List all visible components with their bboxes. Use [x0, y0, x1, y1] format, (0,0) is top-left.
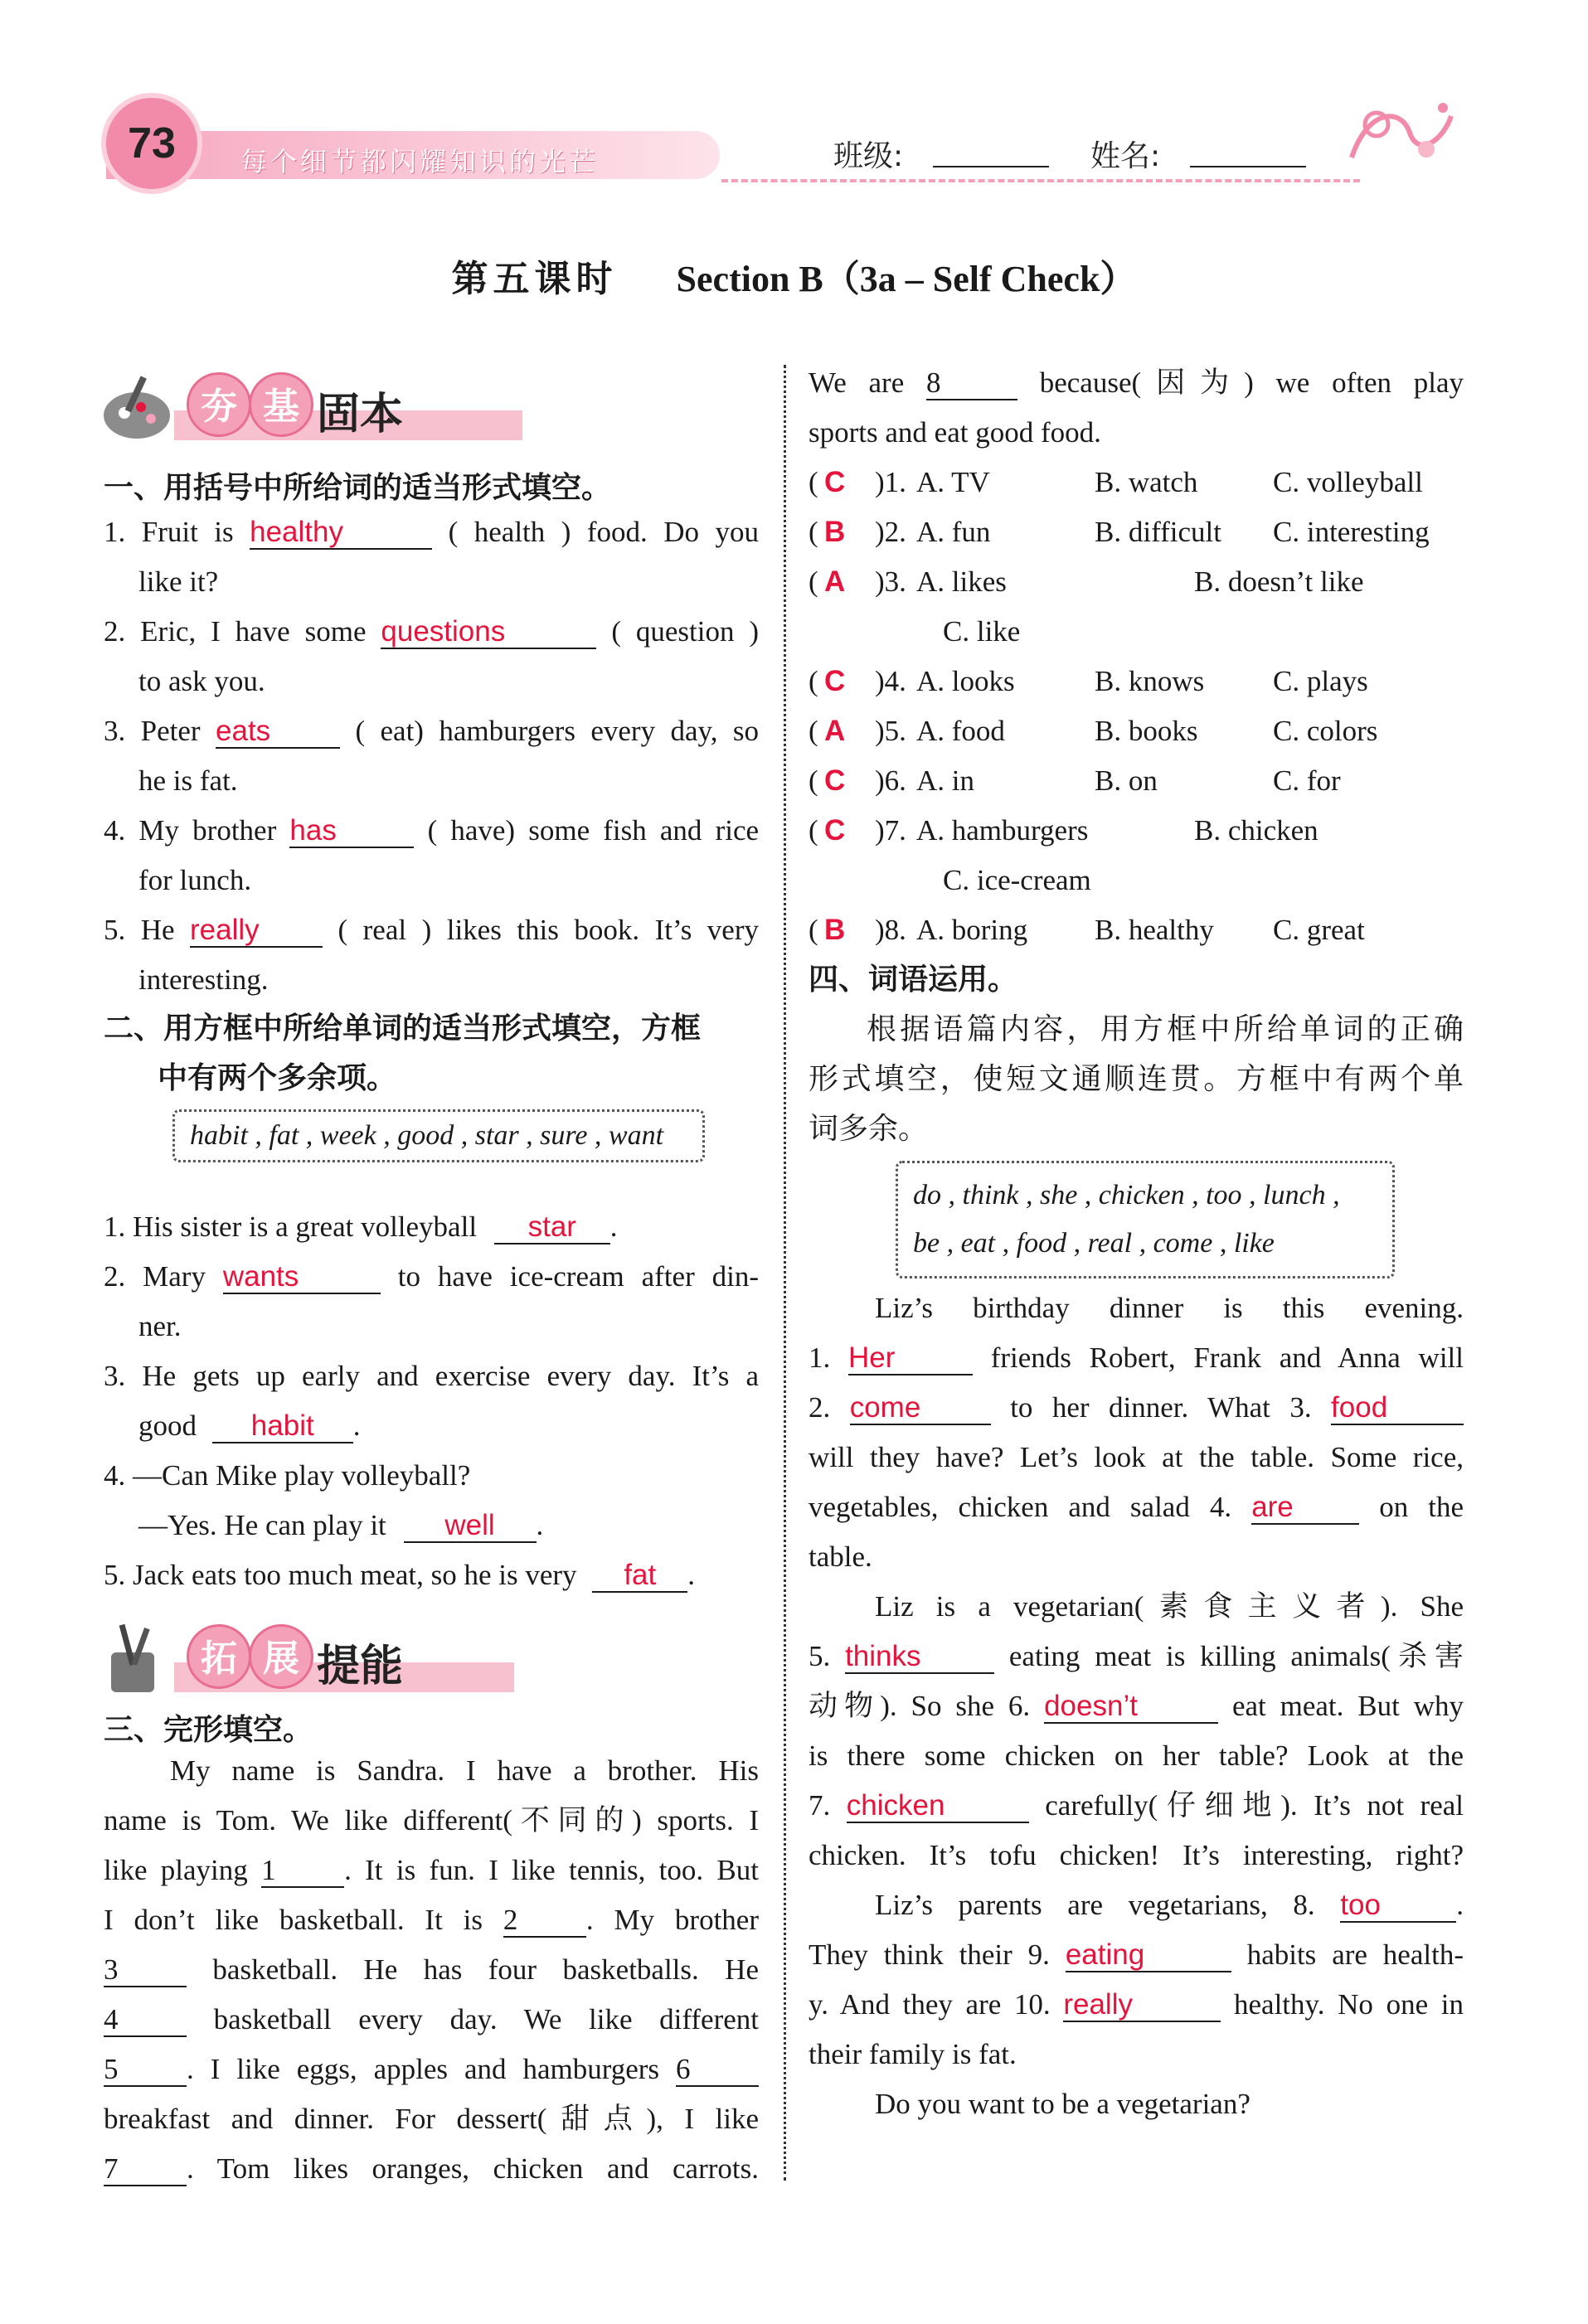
lesson-number: 第五课时: [451, 258, 618, 300]
name-field[interactable]: [1190, 166, 1306, 167]
badge-zhan: 展: [249, 1624, 313, 1689]
page-number-badge: [106, 98, 197, 189]
passage-line: 7 . Tom likes oranges, chicken and carrots.: [104, 2152, 759, 2185]
answer-field[interactable]: habit: [212, 1411, 353, 1443]
passage-line: chicken. It’s tofu chicken! It’s interesting, right?: [809, 1839, 1464, 1871]
blank-3[interactable]: 3: [104, 1955, 187, 1987]
choice-row-3-cont: C. like: [943, 615, 1021, 648]
choice-row-2: ( B )2. A. fun B. difficult C. interesting: [809, 507, 1464, 557]
answer-field[interactable]: healthy: [250, 517, 432, 550]
answer-field[interactable]: eats: [216, 716, 340, 749]
passage-line: 5. thinks eating meat is killing animals(杀害: [809, 1640, 1464, 1672]
passage-line: y. And they are 10. really healthy. No one in: [809, 1988, 1464, 2021]
sec1-item-4: 4. My brother has ( have) some fish and rice: [104, 814, 760, 847]
choice-list: [809, 458, 1464, 955]
answer-field[interactable]: Her: [848, 1343, 973, 1375]
class-field[interactable]: [933, 166, 1049, 167]
choice-answer[interactable]: C: [824, 814, 846, 847]
passage-line: like playing 1 . It is fun. I like tennis, too. But: [104, 1854, 759, 1886]
slogan: 每个细节都闪耀知识的光芒: [240, 146, 600, 177]
column-divider: [784, 365, 786, 2181]
passage-line: is there some chicken on her table? Look at the: [809, 1739, 1464, 1772]
choice-row-3: ( A )3. A. likes B. doesn’t like: [809, 557, 1464, 607]
sec4-heading: 四、词语运用。: [809, 963, 1018, 997]
sec2-item-4: 4. —Can Mike play volleyball?: [104, 1459, 471, 1492]
choice-answer[interactable]: A: [824, 565, 846, 598]
sec1-item-3: 3. Peter eats ( eat) hamburgers every day, so: [104, 715, 760, 747]
choice-row-4: ( C )4. A. looks B. knows C. plays: [809, 657, 1464, 706]
flourish-ornament: [1343, 91, 1459, 174]
sec2-item-5: 5. Jack eats too much meat, so he is very fat .: [104, 1559, 696, 1591]
sec2-word-box: habit , fat , week , good , star , sure , want: [172, 1109, 705, 1162]
part-title: 固本: [317, 390, 404, 439]
right-column: [809, 358, 1464, 2129]
answer-field[interactable]: wants: [223, 1262, 381, 1294]
sec2-item-1: 1. His sister is a great volleyball star .: [104, 1211, 618, 1243]
blank-8[interactable]: 8: [926, 368, 1017, 400]
choice-row-7-cont: C. ice-cream: [943, 864, 1091, 896]
sec4-instruction: 形式填空，使短文通顺连贯。方框中有两个单: [809, 1062, 1464, 1096]
blank-2[interactable]: 2: [503, 1905, 586, 1938]
passage-line: table.: [809, 1540, 872, 1573]
passage-line: Liz’s parents are vegetarians, 8. too .: [875, 1889, 1464, 1921]
answer-field[interactable]: has: [289, 816, 414, 848]
answer-field[interactable]: really: [190, 915, 323, 948]
answer-field[interactable]: food: [1331, 1393, 1464, 1425]
sec2-list: [104, 1202, 759, 1600]
passage-line: Do you want to be a vegetarian?: [875, 2088, 1250, 2120]
passage-line: name is Tom. We like different(不同的) sports. I: [104, 1804, 759, 1836]
sec2-item-4-reply: —Yes. He can play it well .: [138, 1509, 544, 1541]
passage-line: 3 basketball. He has four basketballs. He: [104, 1953, 759, 1986]
blank-1[interactable]: 1: [261, 1856, 344, 1888]
passage-line: Liz is a vegetarian(素食主义者). She: [875, 1590, 1464, 1623]
sec3-heading: 三、完形填空。: [104, 1713, 313, 1747]
choice-row-6: ( C )6. A. in B. on C. for: [809, 756, 1464, 806]
class-label: 班级:: [833, 139, 904, 173]
answer-field[interactable]: eating: [1066, 1940, 1231, 1972]
passage-line: their family is fat.: [809, 2038, 1017, 2070]
sec1-item-5-cont: interesting.: [138, 963, 269, 996]
sec1-item-1: 1. Fruit is healthy ( health ) food. Do you: [104, 516, 760, 548]
sec2-item-3: 3. He gets up early and exercise every day. It’s a: [104, 1360, 759, 1392]
answer-field[interactable]: fat: [592, 1560, 687, 1593]
choice-row-7: ( C )7. A. hamburgers B. chicken: [809, 806, 1464, 856]
answer-field[interactable]: thinks: [845, 1642, 994, 1674]
part-basic-header: [100, 369, 423, 445]
answer-field[interactable]: doesn’t: [1044, 1691, 1218, 1724]
blank-7[interactable]: 7: [104, 2154, 187, 2186]
blank-4[interactable]: 4: [104, 2005, 187, 2037]
palette-icon: [100, 376, 174, 442]
sec2-item-2: 2. Mary wants to have ice-cream after din-: [104, 1260, 759, 1293]
answer-field[interactable]: star: [494, 1212, 610, 1244]
passage-line: 5 . I like eggs, apples and hamburgers 6: [104, 2045, 759, 2094]
choice-answer[interactable]: B: [824, 914, 846, 946]
answer-field[interactable]: too: [1340, 1890, 1456, 1923]
choice-answer[interactable]: C: [824, 466, 846, 498]
answer-field[interactable]: come: [850, 1393, 991, 1425]
answer-field[interactable]: well: [404, 1511, 537, 1543]
answer-field[interactable]: are: [1251, 1492, 1359, 1525]
part-title: 提能: [317, 1642, 404, 1691]
sec1-item-4-cont: for lunch.: [138, 864, 252, 896]
sec4-instruction: 根据语篇内容，用方框中所给单词的正确: [867, 1012, 1464, 1046]
badge-ji: 基: [249, 372, 313, 437]
choice-answer[interactable]: C: [824, 764, 846, 797]
sec4-instruction: 词多余。: [809, 1112, 929, 1146]
passage-line: 7. chicken carefully(仔细地). It’s not real: [809, 1789, 1464, 1822]
passage-line: Liz’s birthday dinner is this evening.: [875, 1292, 1464, 1324]
brush-cup-icon: [100, 1624, 174, 1694]
passage-line: My name is Sandra. I have a brother. His: [170, 1754, 759, 1787]
sec2-heading-1: 二、用方框中所给单词的适当形式填空，方框: [104, 1012, 702, 1046]
sec1-item-1-cont: like it?: [138, 565, 219, 598]
answer-field[interactable]: questions: [381, 617, 596, 649]
answer-field[interactable]: chicken: [847, 1791, 1029, 1823]
passage-line: 1. Her friends Robert, Frank and Anna will: [809, 1342, 1464, 1374]
sec1-item-2-cont: to ask you.: [138, 665, 265, 697]
passage-line: sports and eat good food.: [809, 416, 1101, 449]
passage-line: will they have? Let’s look at the table. Some rice,: [809, 1441, 1464, 1473]
sec2-item-2-cont: ner.: [138, 1310, 182, 1342]
choice-row-8: ( B )8. A. boring B. healthy C. great: [809, 905, 1464, 955]
lesson-title: [0, 249, 1588, 302]
word-box-line: do , think , she , chicken , too , lunch ,: [913, 1180, 1340, 1211]
name-label: 姓名:: [1090, 139, 1161, 173]
passage-line: 动物). So she 6. doesn’t eat meat. But why: [809, 1690, 1464, 1722]
passage-line: breakfast and dinner. For dessert(甜点), I like: [104, 2103, 759, 2135]
blank-5[interactable]: 5: [104, 2055, 187, 2087]
word-box-line: be , eat , food , real , come , like: [913, 1228, 1275, 1259]
sec1-list: [104, 507, 759, 1005]
passage-line: 4 basketball every day. We like different: [104, 2003, 759, 2035]
passage-line: We are 8 because(因为) we often play: [809, 366, 1464, 399]
section-title: Section B（3a – Self Check）: [676, 259, 1137, 299]
sec1-item-5: 5. He really ( real ) likes this book. It’s very: [104, 914, 759, 946]
passage-line: 2. come to her dinner. What 3. food: [809, 1383, 1464, 1433]
sec1-item-2: 2. Eric, I have some questions ( question ): [104, 615, 760, 648]
badge-hang: 夯: [187, 372, 251, 437]
page-number: 73: [128, 119, 176, 167]
sec1-item-3-cont: he is fat.: [138, 764, 238, 797]
passage-line: I don’t like basketball. It is 2 . My brother: [104, 1904, 759, 1936]
sec3-passage: [104, 1746, 759, 2194]
choice-answer[interactable]: B: [824, 516, 846, 548]
passage-line: vegetables, chicken and salad 4. are on the: [809, 1491, 1464, 1523]
choice-answer[interactable]: A: [824, 715, 846, 747]
sec1-heading: 一、用括号中所给词的适当形式填空。: [104, 471, 612, 505]
sec2-item-3-cont: good habit .: [138, 1409, 361, 1442]
choice-row-1: ( C )1. A. TV B. watch C. volleyball: [809, 458, 1464, 507]
choice-row-5: ( A )5. A. food B. books C. colors: [809, 706, 1464, 756]
sec4-word-box: [896, 1161, 1395, 1278]
sec2-heading-2: 中有两个多余项。: [158, 1061, 397, 1095]
choice-answer[interactable]: C: [824, 665, 846, 697]
header-dashes: [721, 179, 1360, 182]
passage-line: They think their 9. eating habits are health-: [809, 1938, 1464, 1971]
part-ext-header: [100, 1621, 423, 1697]
answer-field[interactable]: really: [1063, 1990, 1221, 2022]
badge-tuo: 拓: [187, 1624, 251, 1689]
blank-6[interactable]: 6: [676, 2055, 759, 2087]
